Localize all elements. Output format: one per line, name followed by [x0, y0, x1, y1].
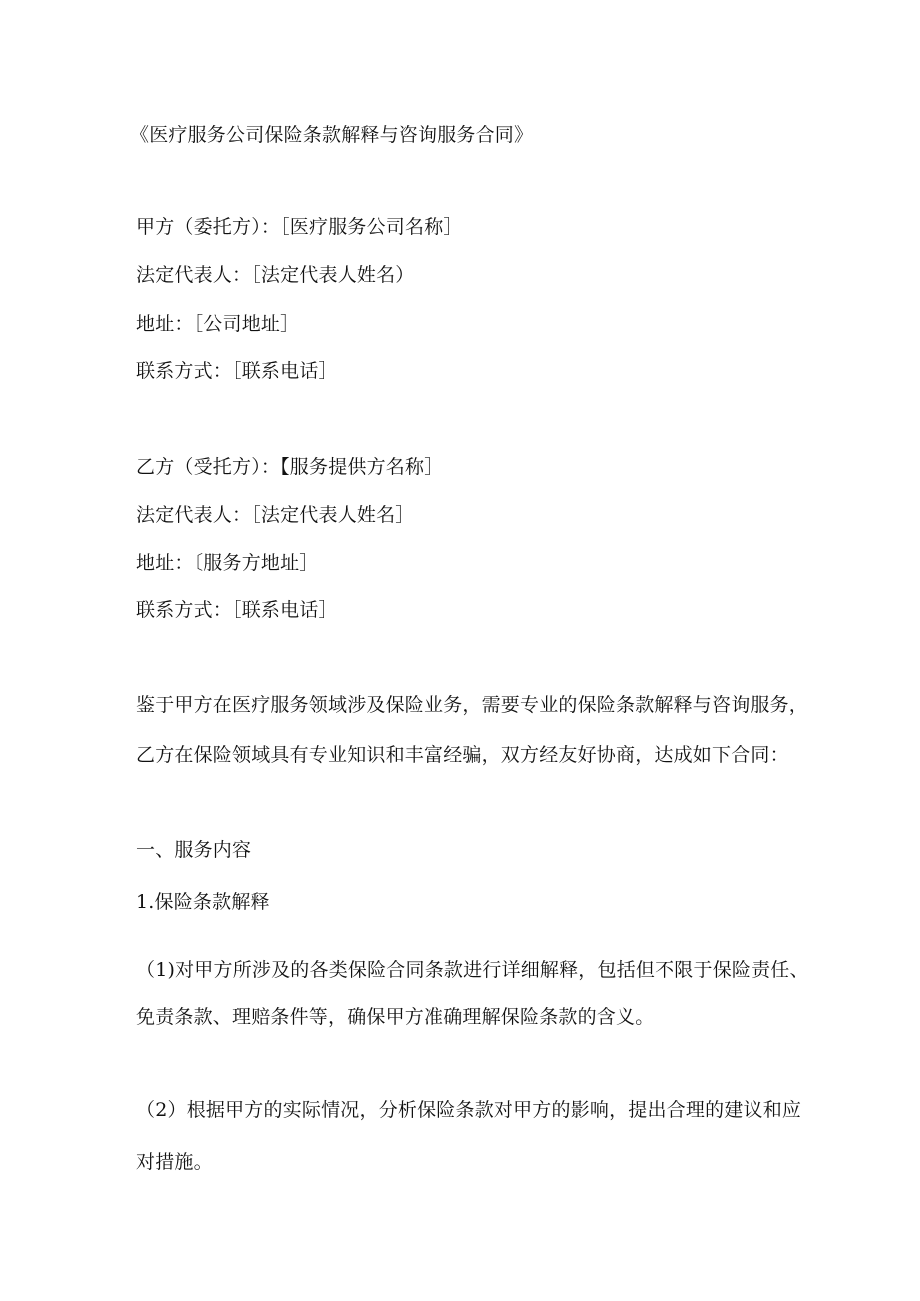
- party-a-rep-value: ［法定代表人姓名）: [251, 264, 415, 286]
- section-heading: 一、服务内容: [136, 839, 252, 861]
- clause-2-line-2: 对措施。: [136, 1151, 213, 1173]
- party-a-contact-line: [136, 359, 338, 383]
- party-b-name-value: 【服务提供方名称］: [280, 456, 444, 478]
- preamble-line-1: 鉴于甲方在医疗服务领域涉及保险业务，需要专业的保险条款解释与咨询服务，: [136, 694, 809, 716]
- party-a-name-value: ［医疗服务公司名称］: [280, 216, 463, 238]
- party-a-rep-line: [136, 263, 415, 287]
- party-a-name-line: [136, 215, 463, 239]
- party-b-name-line: [136, 455, 443, 479]
- party-b-rep-value: ［法定代表人姓名］: [251, 504, 415, 526]
- preamble-line-2: 乙方在保险领域具有专业知识和丰富经骗，双方经友好协商，达成如下合同：: [136, 744, 789, 766]
- party-a-rep-label: 法定代表人：: [136, 264, 252, 286]
- party-b-contact-value: ［联系电话］: [232, 599, 338, 621]
- party-b-contact-line: [136, 598, 338, 622]
- party-b-name-label: 乙方（受托方）：: [136, 456, 281, 478]
- party-a-addr-label: 地址：: [136, 313, 194, 335]
- party-b-addr-label: 地址：: [136, 552, 194, 574]
- party-a-contact-label: 联系方式：: [136, 360, 233, 382]
- party-b-rep-line: [136, 503, 415, 527]
- party-a-addr-line: [136, 312, 299, 336]
- party-b-addr-line: [136, 551, 319, 575]
- clause-1-line-1: （1)对甲方所涉及的各类保险合同条款进行详细解释，包括但不限于保险责任、: [136, 959, 809, 981]
- subsection-heading: 1.保险条款解释: [136, 891, 270, 913]
- party-a-contact-value: ［联系电话］: [232, 360, 338, 382]
- party-b-addr-value: 〔服务方地址］: [193, 552, 319, 574]
- party-b-rep-label: 法定代表人：: [136, 504, 252, 526]
- party-a-name-label: 甲方（委托方）：: [136, 216, 281, 238]
- party-a-addr-value: ［公司地址］: [193, 313, 300, 335]
- clause-2-line-1: （2）根据甲方的实际情况，分析保险条款对甲方的影响，提出合理的建议和应: [136, 1099, 802, 1121]
- party-b-contact-label: 联系方式：: [136, 599, 233, 621]
- document-title: 《医疗服务公司保险条款解释与咨询服务合同》: [130, 124, 534, 146]
- clause-1-line-2: 免责条款、理赔条件等，确保甲方准确理解保险条款的含义。: [136, 1006, 655, 1028]
